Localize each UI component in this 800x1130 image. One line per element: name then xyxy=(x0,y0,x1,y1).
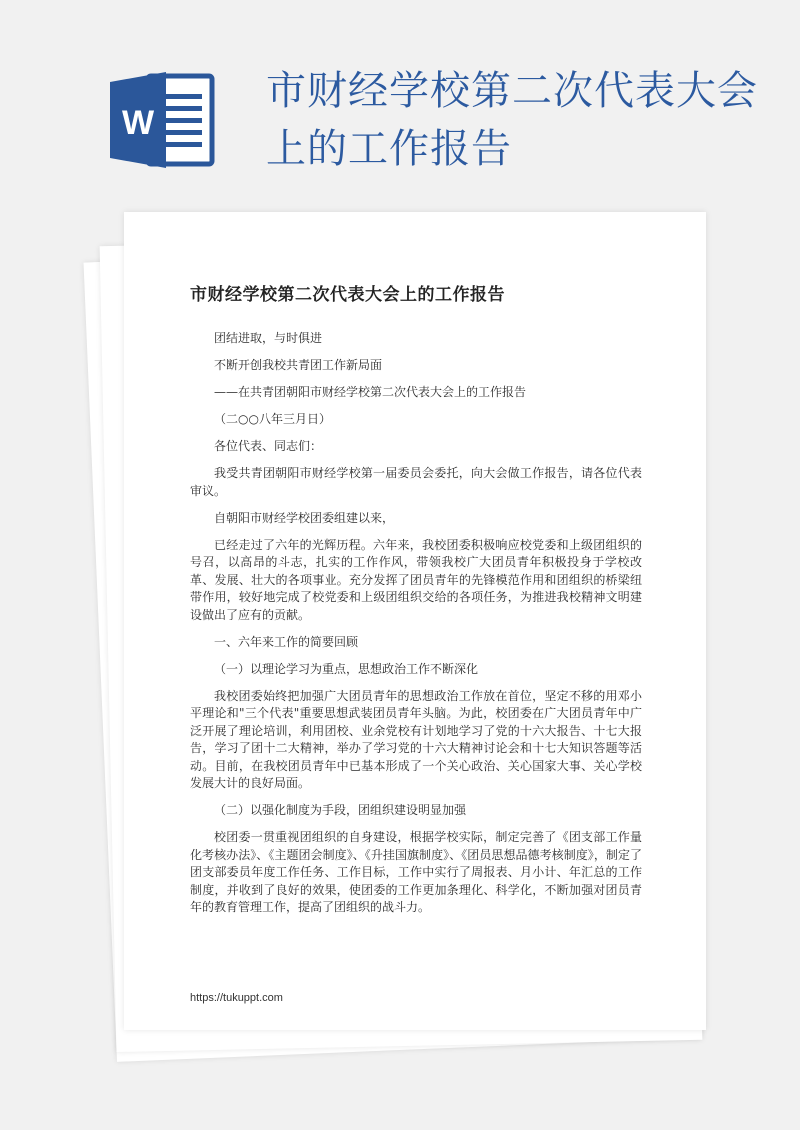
subsection-heading: （二）以强化制度为手段，团组织建设明显加强 xyxy=(214,803,467,817)
footer-url[interactable]: https://tukuppt.com xyxy=(190,992,283,1004)
paragraph: 团结进取，与时俱进 xyxy=(214,331,323,345)
section-heading: 一、六年来工作的简要回顾 xyxy=(214,634,359,649)
word-doc-icon xyxy=(110,72,216,168)
document-page xyxy=(124,212,706,1030)
paragraph: 自朝阳市财经学校团委组建以来， xyxy=(214,510,395,525)
paragraph: （二○○八年三月日） xyxy=(214,412,331,426)
document-title: 市财经学校第二次代表大会上的工作报告 xyxy=(190,285,505,305)
paragraph: 各位代表、同志们： xyxy=(214,439,323,453)
paragraph: ——在共青团朝阳市财经学校第二次代表大会上的工作报告 xyxy=(214,385,527,399)
subsection-heading: （一）以理论学习为重点，思想政治工作不断深化 xyxy=(214,661,479,676)
paragraph: 我受共青团朝阳市财经学校第一届委员会委托，向大会做工作报告，请各位代表审议。 xyxy=(190,466,642,498)
paragraph: 我校团委始终把加强广大团员青年的思想政治工作放在首位，坚定不移的用邓小平理论和"三个代表"重要思想武装团员青年头脑。为此，校团委在广大团员青年中广泛开展了理论培训，利用团校、业余党校有计划地学习了党的十六大报告、十七大报告，学习了团十二大精神，举办了学习党的十六大精神讨论会和十七大知识答题等活动。目前，在我校团员青年中已基本形成了一个关心政治、关心国家大事、关心学校发展大计的良好局面。 xyxy=(190,688,642,790)
paragraph: 不断开创我校共青团工作新局面 xyxy=(214,358,383,372)
paragraph: 已经走过了六年的光辉历程。六年来，我校团委积极响应校党委和上级团组织的号召，以高昂的斗志，扎实的工作作风，带领我校广大团员青年积极投身于学校改革、发展、壮大的各项事业。充分发挥了团员青年的先锋模范作用和团组织的桥梁纽带作用，较好地完成了校党委和上级团组织交给的各项任务，为推进我校精神文明建设做出了应有的贡献。 xyxy=(190,537,642,622)
page-title: 市财经学校第二次代表大会上的工作报告 xyxy=(266,68,758,172)
paragraph: 校团委一贯重视团组织的自身建设，根据学校实际，制定完善了《团支部工作量化考核办法》、《主题团会制度》、《升挂国旗制度》、《团员思想品德考核制度》，制定了团支部委员年度工作任务、工作目标，工作中实行了周报表、月小计、年汇总的工作制度，并收到了良好的效果，使团委的工作更加条理化、科学化，不断加强对团员青年的教育管理工作，提高了团组织的战斗力。 xyxy=(190,830,642,914)
document-body xyxy=(190,330,642,926)
svg-text:W: W xyxy=(121,104,155,142)
